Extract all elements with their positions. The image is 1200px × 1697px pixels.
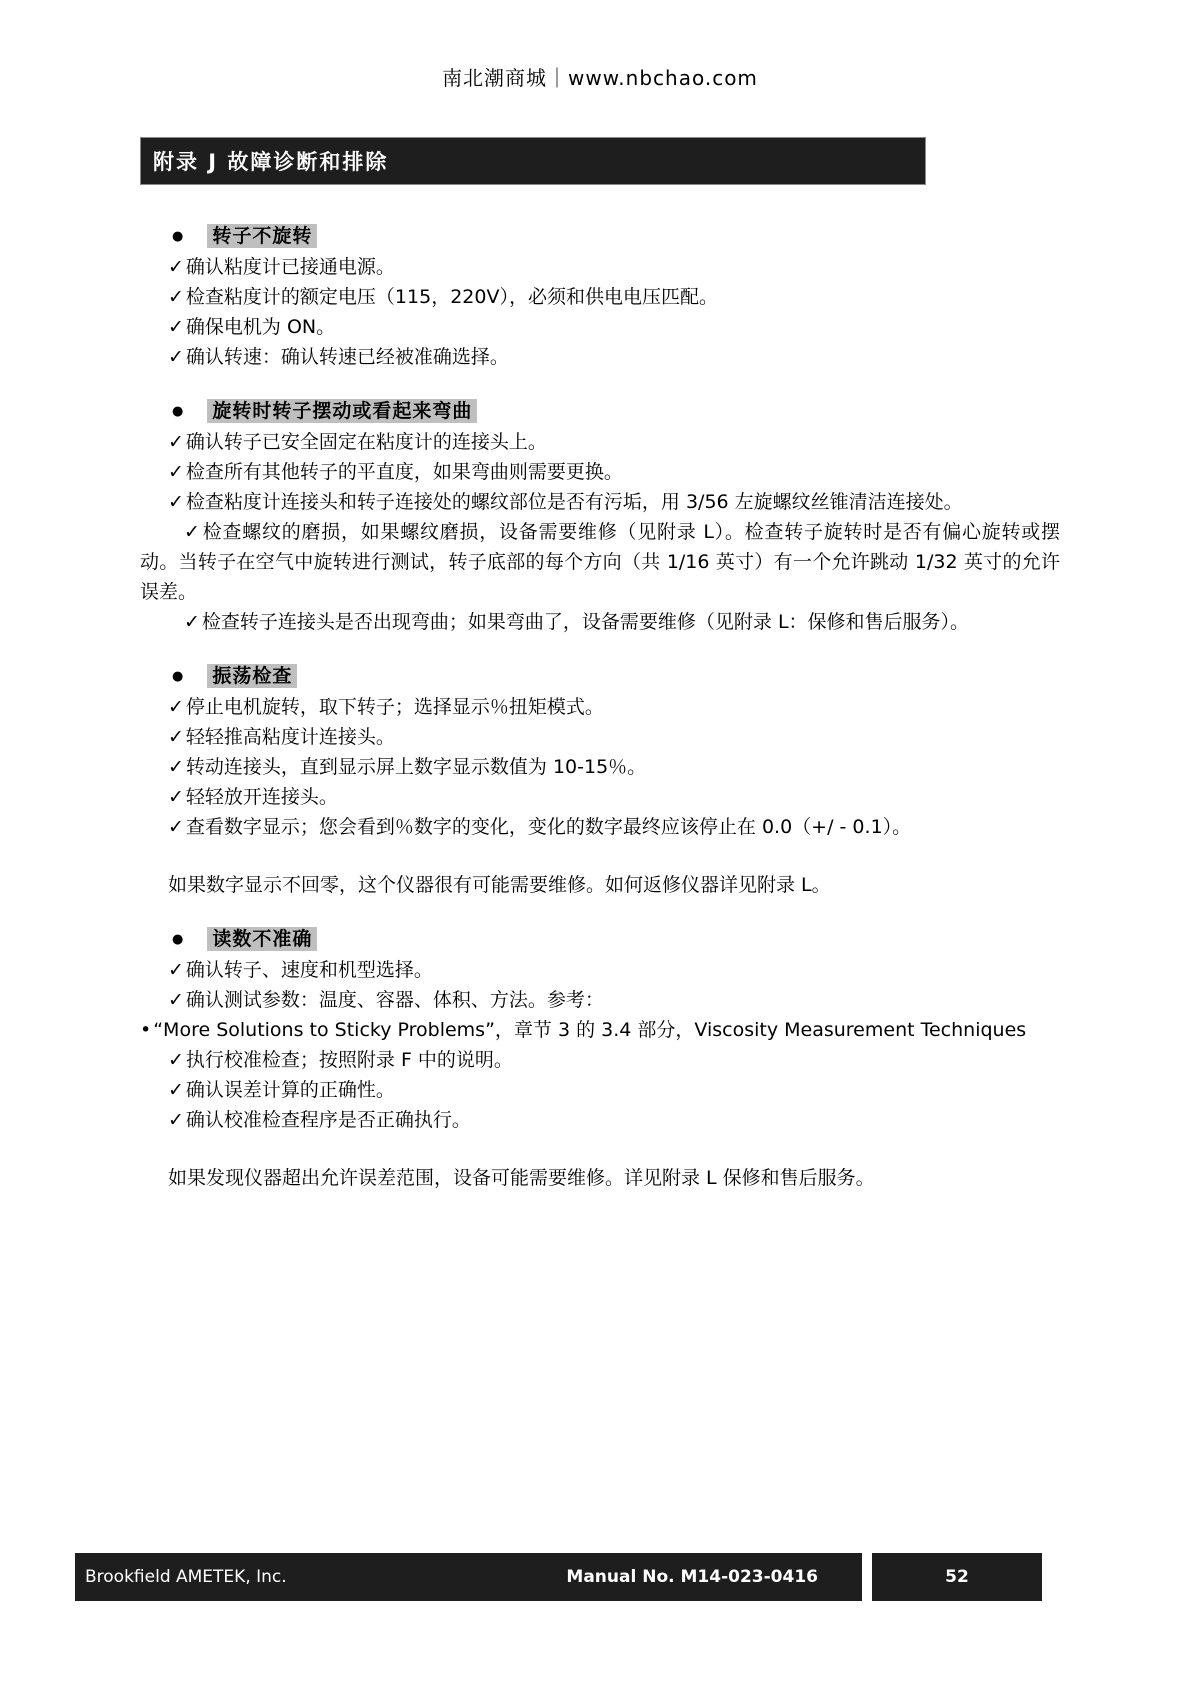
check-icon: ✓ xyxy=(168,491,184,513)
check-icon: ✓ xyxy=(168,256,184,278)
check-item-text: 轻轻推高粘度计连接头。 xyxy=(185,726,395,748)
check-icon: ✓ xyxy=(168,461,184,483)
check-item xyxy=(168,252,1060,282)
check-icon: ✓ xyxy=(168,346,184,368)
check-icon: ✓ xyxy=(168,989,184,1011)
section-note: 如果数字显示不回零，这个仪器很有可能需要维修。如何返修仪器详见附录 L。 xyxy=(168,874,831,896)
check-item xyxy=(168,752,1060,782)
bullet-icon: ● xyxy=(172,404,184,419)
check-item-text: 停止电机旋转，取下转子；选择显示％扭矩模式。 xyxy=(185,696,604,718)
section-inaccurate-readings xyxy=(140,924,1060,1193)
check-item xyxy=(168,427,1060,457)
content-area xyxy=(140,221,1060,1193)
reference-item xyxy=(140,1015,1060,1045)
check-item xyxy=(168,342,1060,372)
check-item-text: 轻轻放开连接头。 xyxy=(185,786,338,808)
check-item xyxy=(168,692,1060,722)
site-header: 南北潮商城｜www.nbchao.com xyxy=(442,66,758,90)
footer-bar xyxy=(75,1553,862,1601)
check-item-text: 确认转速：确认转速已经被准确选择。 xyxy=(185,346,509,368)
check-icon: ✓ xyxy=(168,816,184,838)
section-rotor-not-rotating xyxy=(140,221,1060,372)
check-icon: ✓ xyxy=(184,611,200,633)
check-icon: ✓ xyxy=(168,959,184,981)
page-title-bar xyxy=(140,137,926,185)
check-item-text: 检查粘度计连接头和转子连接处的螺纹部位是否有污垢，用 3/56 左旋螺纹丝锥清洁连接处。 xyxy=(185,491,963,513)
section-heading xyxy=(140,924,1060,955)
check-item xyxy=(140,517,1060,607)
check-item xyxy=(168,955,1060,985)
bullet-icon: ● xyxy=(172,932,184,947)
check-item-text: 查看数字显示；您会看到％数字的变化，变化的数字最终应该停止在 0.0（+/ - 0.1）。 xyxy=(185,816,912,838)
check-icon: ✓ xyxy=(168,316,184,338)
check-item xyxy=(168,457,1060,487)
section-rotor-wobbles-or-bent xyxy=(140,396,1060,637)
footer xyxy=(75,1553,1042,1601)
check-item-text: 确认粘度计已接通电源。 xyxy=(185,256,395,278)
page-title: 附录 J 故障诊断和排除 xyxy=(153,150,389,174)
bullet-icon: ● xyxy=(172,229,184,244)
check-item xyxy=(168,782,1060,812)
check-icon: ✓ xyxy=(168,726,184,748)
section-heading xyxy=(140,396,1060,427)
check-item-text: 检查螺纹的磨损，如果螺纹磨损，设备需要维修（见附录 L）。检查转子旋转时是否有偏心旋转或摆动。当转子在空气中旋转进行测试，转子底部的每个方向（共 1/16 英寸）有一个允许跳动 1/32 英寸的允许误差。 xyxy=(140,521,1060,603)
section-heading-label: 转子不旋转 xyxy=(207,224,317,248)
check-icon: ✓ xyxy=(168,786,184,808)
check-item xyxy=(168,1105,1060,1135)
check-item-text: 确认校准检查程序是否正确执行。 xyxy=(185,1109,471,1131)
check-icon: ✓ xyxy=(184,521,201,543)
check-item-text: 确保电机为 ON。 xyxy=(185,316,336,338)
check-item-text: 确认误差计算的正确性。 xyxy=(185,1079,395,1101)
check-item xyxy=(168,312,1060,342)
section-note: 如果发现仪器超出允许误差范围，设备可能需要维修。详见附录 L 保修和售后服务。 xyxy=(168,1167,875,1189)
check-item xyxy=(168,722,1060,752)
check-icon: ✓ xyxy=(168,1109,184,1131)
footer-manual-no: Manual No. M14-023-0416 xyxy=(566,1567,818,1587)
check-item xyxy=(140,487,1060,517)
check-item-text: 检查粘度计的额定电压（115，220V），必须和供电电压匹配。 xyxy=(185,286,718,308)
dot-icon: • xyxy=(140,1019,152,1041)
check-item-text: 检查所有其他转子的平直度，如果弯曲则需要更换。 xyxy=(185,461,623,483)
reference-item-text: “More Solutions to Sticky Problems”，章节 3 的 3.4 部分，Viscosity Measurement Techniques xyxy=(153,1019,1027,1041)
section-heading-label: 旋转时转子摆动或看起来弯曲 xyxy=(207,399,477,423)
section-oscillation-check xyxy=(140,661,1060,900)
footer-page-number: 52 xyxy=(945,1567,969,1587)
check-item xyxy=(140,607,1060,637)
check-icon: ✓ xyxy=(168,696,184,718)
check-item-text: 转动连接头，直到显示屏上数字显示数值为 10-15％。 xyxy=(185,756,647,778)
bullet-icon: ● xyxy=(172,669,184,684)
footer-company: Brookfield AMETEK, Inc. xyxy=(85,1567,287,1587)
section-heading xyxy=(140,661,1060,692)
check-item xyxy=(168,1045,1060,1075)
check-item xyxy=(168,1075,1060,1105)
footer-page-number-box xyxy=(872,1553,1042,1601)
check-icon: ✓ xyxy=(168,431,184,453)
check-icon: ✓ xyxy=(168,756,184,778)
check-item-text: 执行校准检查；按照附录 F 中的说明。 xyxy=(185,1049,513,1071)
check-item xyxy=(168,812,1060,842)
check-item xyxy=(168,985,1060,1015)
check-item-text: 检查转子连接头是否出现弯曲；如果弯曲了，设备需要维修（见附录 L：保修和售后服务）。 xyxy=(201,611,970,633)
check-item xyxy=(168,282,1060,312)
check-icon: ✓ xyxy=(168,1049,184,1071)
check-icon: ✓ xyxy=(168,286,184,308)
check-item-text: 确认转子已安全固定在粘度计的连接头上。 xyxy=(185,431,547,453)
check-item-text: 确认转子、速度和机型选择。 xyxy=(185,959,433,981)
check-icon: ✓ xyxy=(168,1079,184,1101)
section-heading xyxy=(140,221,1060,252)
check-item-text: 确认测试参数：温度、容器、体积、方法。参考： xyxy=(185,989,604,1011)
section-heading-label: 读数不准确 xyxy=(207,927,317,951)
section-heading-label: 振荡检查 xyxy=(207,664,297,688)
